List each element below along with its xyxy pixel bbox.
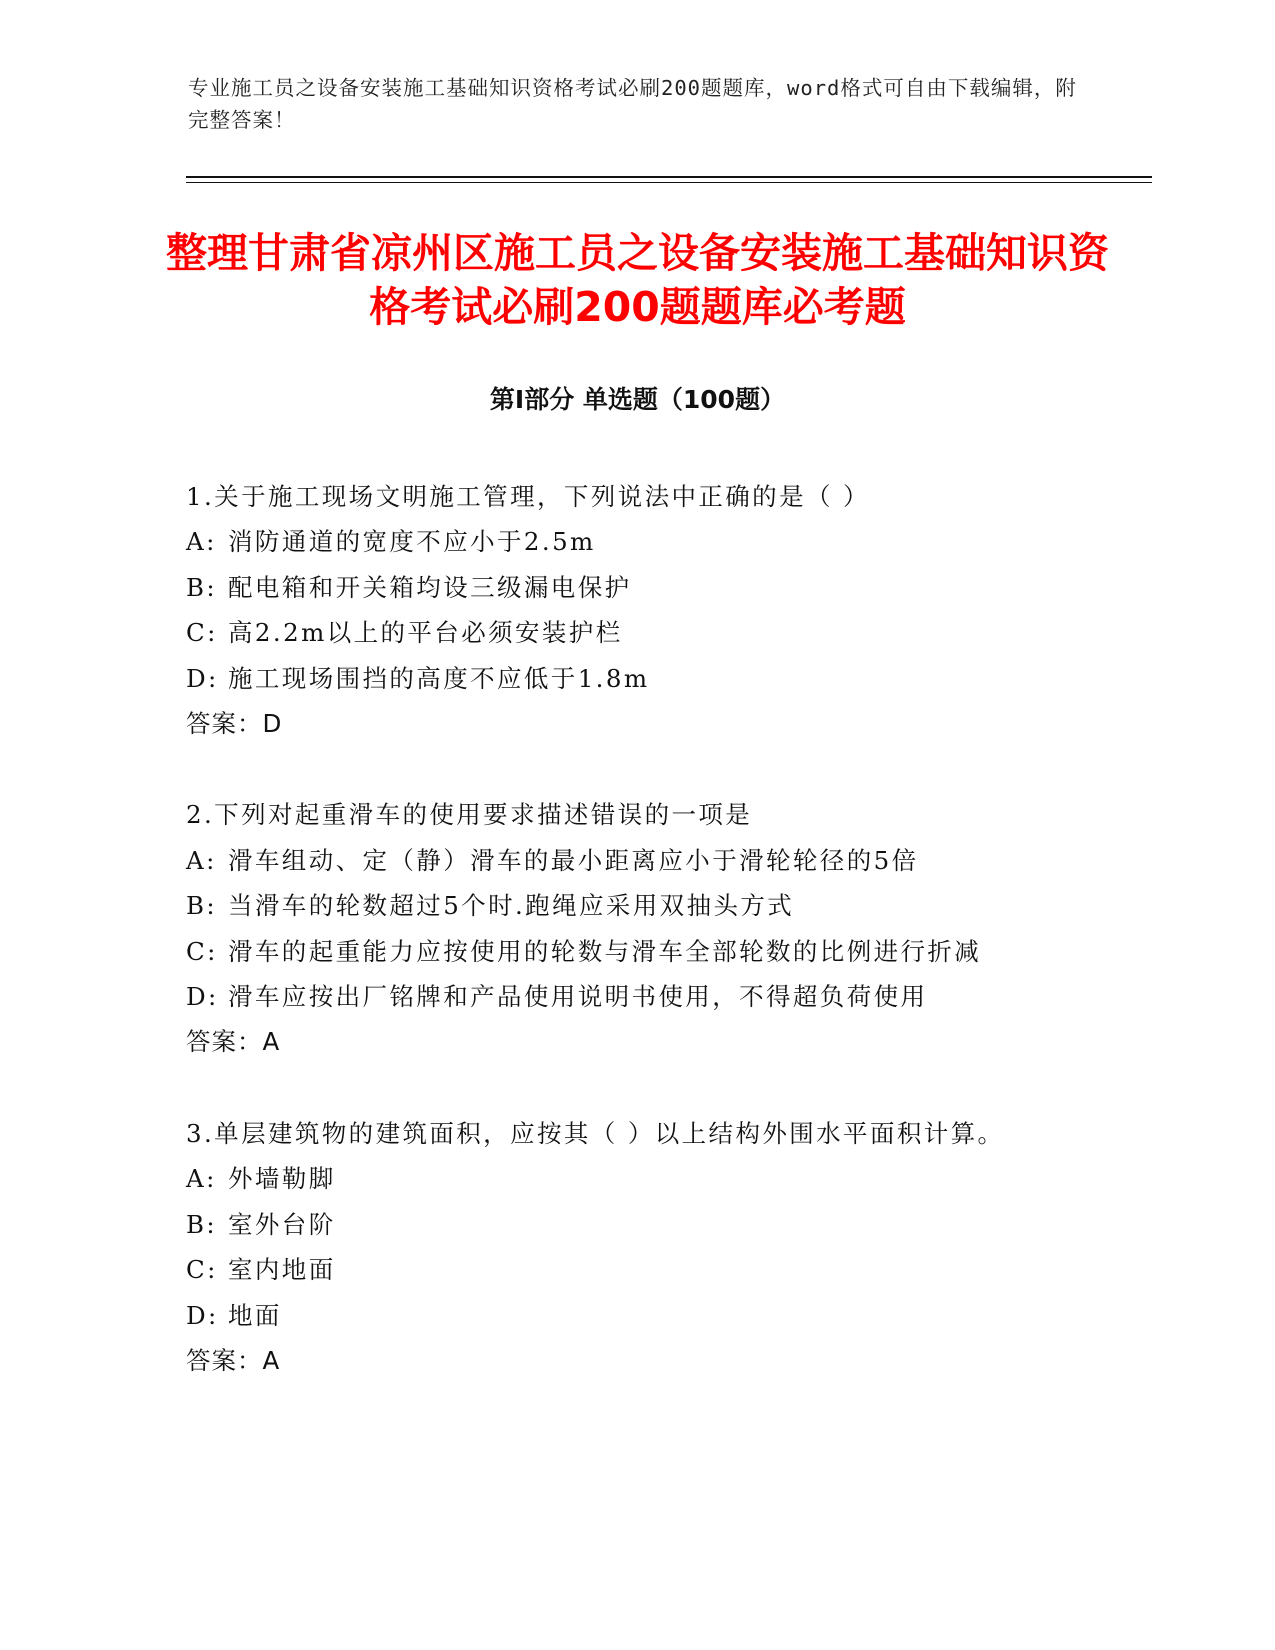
question-list: [186, 474, 1136, 1429]
option-letter: C:: [186, 936, 218, 966]
option-a: [186, 1156, 1136, 1201]
option-letter: D:: [186, 982, 219, 1012]
question-2: [186, 792, 1136, 1064]
header-divider-thin: [186, 182, 1152, 183]
option-b: [186, 1202, 1136, 1247]
header-divider-thick: [186, 176, 1152, 178]
question-stem: 3.单层建筑物的建筑面积，应按其（ ）以上结构外围水平面积计算。: [186, 1118, 1005, 1148]
option-text: 消防通道的宽度不应小于2.5m: [228, 527, 596, 557]
option-text: 滑车组动、定（静）滑车的最小距离应小于滑轮轮径的5倍: [228, 845, 919, 875]
question-1: [186, 474, 1136, 746]
option-letter: B:: [186, 1209, 218, 1239]
option-d: [186, 974, 1136, 1019]
option-letter: A:: [186, 1164, 217, 1194]
option-text: 施工现场围挡的高度不应低于1.8m: [228, 663, 650, 693]
option-letter: B:: [186, 572, 218, 602]
option-letter: B:: [186, 891, 218, 921]
option-text: 当滑车的轮数超过5个时.跑绳应采用双抽头方式: [228, 891, 795, 921]
option-text: 室外台阶: [228, 1209, 336, 1239]
option-letter: A:: [186, 845, 217, 875]
header-note: 专业施工员之设备安装施工基础知识资格考试必刷200题题库，word格式可自由下载编辑，附完整答案！: [188, 76, 1077, 132]
option-letter: D:: [186, 663, 219, 693]
question-stem: 1.关于施工现场文明施工管理，下列说法中正确的是（ ）: [186, 482, 870, 511]
option-letter: C:: [186, 618, 218, 648]
option-text: 室内地面: [228, 1255, 336, 1285]
option-text: 地面: [228, 1300, 282, 1330]
answer-label: 答案：A: [186, 1345, 281, 1375]
option-text: 高2.2m以上的平台必须安装护栏: [228, 618, 623, 648]
option-text: 外墙勒脚: [228, 1164, 336, 1194]
option-letter: D:: [186, 1300, 219, 1330]
option-letter: C:: [186, 1255, 218, 1285]
section-heading: 第Ⅰ部分 单选题（100题）: [489, 385, 786, 414]
option-text: 滑车应按出厂铭牌和产品使用说明书使用，不得超负荷使用: [228, 982, 928, 1012]
option-b: [186, 565, 1136, 610]
answer-label: 答案：D: [186, 709, 283, 739]
option-letter: A:: [186, 527, 217, 557]
option-d: [186, 656, 1136, 701]
option-d: [186, 1293, 1136, 1338]
option-c: [186, 610, 1136, 655]
option-c: [186, 929, 1136, 974]
option-b: [186, 883, 1136, 928]
question-3: [186, 1111, 1136, 1383]
answer-label: 答案：A: [186, 1027, 281, 1057]
option-a: [186, 838, 1136, 883]
option-c: [186, 1247, 1136, 1292]
option-text: 配电箱和开关箱均设三级漏电保护: [228, 572, 632, 602]
document-title: 整理甘肃省凉州区施工员之设备安装施工基础知识资格考试必刷200题题库必考题: [166, 229, 1109, 331]
option-text: 滑车的起重能力应按使用的轮数与滑车全部轮数的比例进行折减: [228, 936, 982, 966]
option-a: [186, 519, 1136, 564]
question-stem: 2.下列对起重滑车的使用要求描述错误的一项是: [186, 800, 753, 830]
